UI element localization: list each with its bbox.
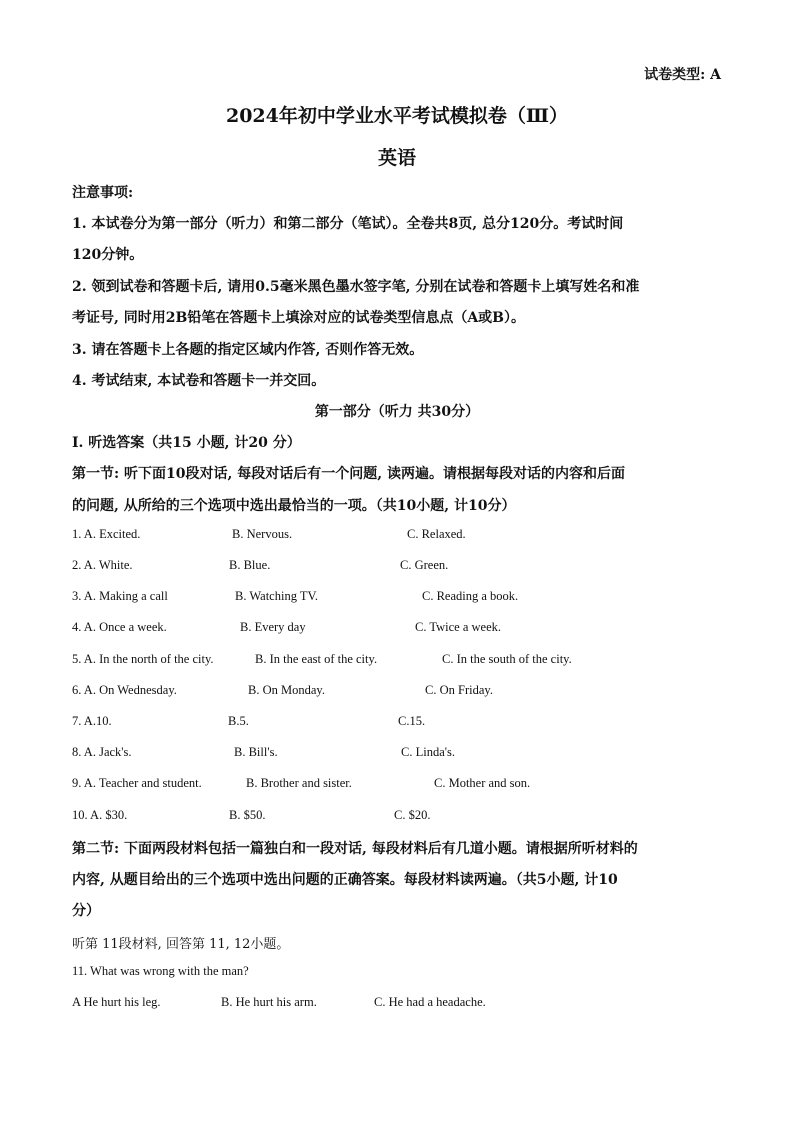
option-b: B. Nervous. — [232, 527, 293, 541]
option-a: 7. A.10. — [72, 714, 112, 728]
option-b: B. Watching TV. — [235, 589, 319, 603]
option-c: C. On Friday. — [425, 683, 493, 697]
notes-heading: 注意事项: — [72, 185, 134, 201]
note-line: 4. 考试结束, 本试卷和答题卡一并交回。 — [72, 373, 326, 389]
section1-instruction: 的问题, 从所给的三个选项中选出最恰当的一项。（共10小题, 计10分） — [72, 498, 516, 514]
option-b: B. Blue. — [229, 558, 271, 572]
option-b: B. In the east of the city. — [255, 652, 378, 666]
option-c: C. Linda's. — [401, 745, 455, 759]
option-b: B. Every day — [240, 620, 306, 634]
section2-instruction: 第二节: 下面两段材料包括一篇独白和一段对话, 每段材料后有几道小题。请根据所听材料的 — [72, 841, 638, 857]
section2-instruction: 内容, 从题目给出的三个选项中选出问题的正确答案。每段材料读两遍。（共5小题, 计10 — [72, 872, 618, 888]
note-line: 120分钟。 — [72, 247, 144, 263]
option-b: B.5. — [228, 714, 249, 728]
option-c: C.15. — [398, 714, 426, 728]
option-a: 5. A. In the north of the city. — [72, 652, 214, 666]
option-a: 4. A. Once a week. — [72, 620, 167, 634]
option-c: C. $20. — [394, 808, 431, 822]
exam-title: 2024年初中学业水平考试模拟卷（Ⅲ） — [225, 105, 569, 127]
option-c: C. Mother and son. — [434, 776, 531, 790]
note-line: 考证号, 同时用2B铅笔在答题卡上填涂对应的试卷类型信息点（A或B）。 — [72, 310, 526, 326]
option-b: B. Brother and sister. — [246, 776, 352, 790]
option-b: B. On Monday. — [248, 683, 325, 697]
option-a: 2. A. White. — [72, 558, 133, 572]
note-line: 3. 请在答题卡上各题的指定区域内作答, 否则作答无效。 — [72, 342, 424, 358]
paper-type-label: 试卷类型: A — [644, 67, 721, 83]
option-c: C. Relaxed. — [407, 527, 466, 541]
option-a: 6. A. On Wednesday. — [72, 683, 177, 697]
option-a: 1. A. Excited. — [72, 527, 141, 541]
note-line: 2. 领到试卷和答题卡后, 请用0.5毫米黑色墨水签字笔, 分别在试卷和答题卡上填写姓名和准 — [72, 279, 640, 295]
option-a: 8. A. Jack's. — [72, 745, 132, 759]
section2-instruction: 分） — [72, 903, 100, 919]
option-c: C. Reading a book. — [422, 589, 519, 603]
option-c: C. Green. — [400, 558, 449, 572]
part1-title: 第一部分（听力 共30分） — [314, 404, 480, 420]
note-line: 1. 本试卷分为第一部分（听力）和第二部分（笔试）。全卷共8页, 总分120分。考试时间 — [72, 216, 624, 232]
material-intro: 听第 11段材料, 回答第 11, 12小题。 — [72, 937, 290, 952]
question-stem: 11. What was wrong with the man? — [72, 964, 249, 978]
option-b: B. Bill's. — [234, 745, 278, 759]
option-a: A He hurt his leg. — [72, 995, 161, 1009]
option-a: 9. A. Teacher and student. — [72, 776, 202, 790]
option-b: B. $50. — [229, 808, 266, 822]
option-b: B. He hurt his arm. — [221, 995, 317, 1009]
option-a: 3. A. Making a call — [72, 589, 168, 603]
option-c: C. In the south of the city. — [442, 652, 572, 666]
subject-title: 英语 — [377, 147, 416, 169]
option-c: C. Twice a week. — [415, 620, 502, 634]
option-a: 10. A. $30. — [72, 808, 128, 822]
section1-instruction: 第一节: 听下面10段对话, 每段对话后有一个问题, 读两遍。请根据每段对话的内容和后面 — [72, 466, 626, 482]
option-c: C. He had a headache. — [374, 995, 486, 1009]
section-title: I. 听选答案（共15 小题, 计20 分） — [72, 435, 301, 451]
